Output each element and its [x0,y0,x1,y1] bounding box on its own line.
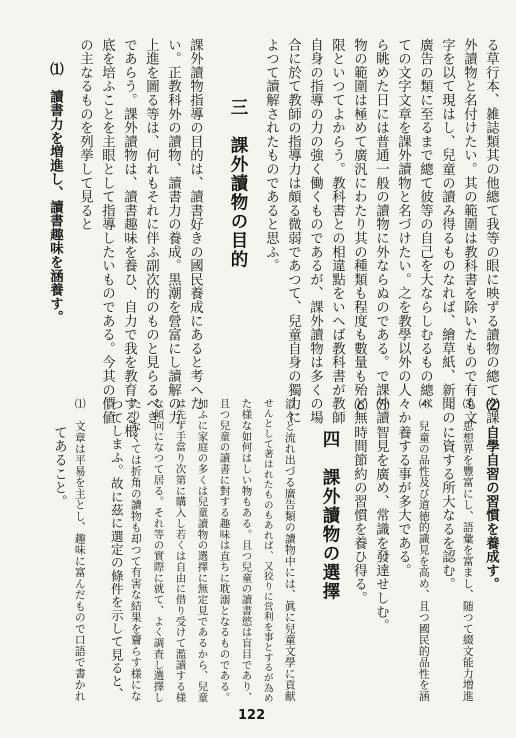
text-line: 上進を圖る等は、何れもそれに伴ふ副次的のものと見らるべき [143,38,159,425]
text-line: 合に於て教師の指導力は頗る微弱であつて、兒童自身の獨力に [285,38,301,425]
text-line: た様な如何はしい物もある。且つ兒童の讀書慾は盲目であり、 [239,398,252,703]
list-item: ⑴ 讀書力を増進し、讀書趣味を涵養す。 [47,62,64,325]
text-line: 外讀物と名付けたい。其の範圍は教科書を除いたもので有も文 [461,38,477,425]
list-item: ⑴ 文章は平易を主とし、趣味に富んだもので口語で書かれ [73,398,87,702]
section-heading: 四 課外讀物の選擇 [320,430,340,601]
text-line: 自身の指導の力の強く働くものであるが、課外讀物は多くの場 [307,38,323,425]
list-item: ⑹ 時間節約の習慣を養ひ得る。 [351,398,367,605]
text-line: な傾向になつて居る。それ等の實際に就て、よく調査し選擇し [151,398,164,703]
text-line: 滔々と流れ出づる廣告類の讀物中には、眞に兒童文學に貢献 [283,398,297,702]
section-heading: 三 課外讀物の目的 [228,98,248,269]
list-item: ⑵ 自學自習の習慣を養成す。 [483,398,500,592]
list-item: 養する事が多大である。 [395,398,411,578]
list-item: ⑷ 兒童の品性及び道徳的識見を高め、且つ國民的品性を涵 [417,398,431,702]
text-line: 字を以て現はし、兒童の讀み得るものなれば、繪草紙、新聞の [439,38,455,425]
text-line: 加ふに家庭の多くは兒童讀物の選擇に無定見であるから、兒童 [195,398,208,703]
text-line: 物の範圍は極めて廣汎にわたり其の種類も程度も數量も殆ど無 [351,38,367,425]
text-line: の主なるものを列挙して見ると [77,38,93,232]
text-line: は先ず手當り次第に購入し若くは自由に借り受けて濫讀する様 [173,398,186,703]
text-line: よつて讀解されたものであると思ふ。 [263,38,279,273]
list-item: ⑸ 智見を廣め、常識を發達せしむ。 [373,398,389,633]
text-line: ら眺めた日には普通一般の讀物に外ならぬのである。で課外讀 [373,38,389,425]
text-line: であらう。課外讀物は、讀書趣味を養ひ、自力で我を教育する根 [121,38,137,439]
list-item: に資する所大なるを認む。 [439,398,455,592]
text-line: ての文字文章を課外讀物と名づけたい。之を教學以外の人々か [395,38,411,425]
text-line: い。正教科外の讀物、讀書力の養成。黒潮を營富にし讀解の力 [165,38,181,425]
list-item: てあること。 [51,398,67,509]
text-line: 廣告の類に至るまで總て彼等の自己を大ならしむるもの總べ [417,38,433,411]
list-item: ⑶ 思想界を豐富にし、語彙を富まし、随つて綴文能力増進 [461,398,475,702]
text-line: せんとして著はれたものもあれば、又狡りに営利を事とするが為め [261,398,273,704]
text-line: 底を培ふことを主眼として指導したいものである。今其の價値 [99,38,115,425]
text-line: る草行本、雑誌類其の他總て我等の眼に映ずる讀物の總てを課 [483,38,499,425]
text-line: たりなくては折角の讀物も却つて有害な結果を齎らす様にな [129,398,143,702]
text-line: 限といつてよからう。教科書との相違點をいへば教科書が教師 [329,38,345,425]
text-line: 且つ兒童の讀書に對する趣味は直ちに耽溺となるものである。 [217,398,230,703]
text-line: 課外讀物指導の目的は、讀書好きの國民養成にあると考へた [187,38,203,411]
text-line: つてしまふ。故に茲に選定の條件を示して見ると、 [107,398,123,701]
page-number: 122 [238,708,266,723]
